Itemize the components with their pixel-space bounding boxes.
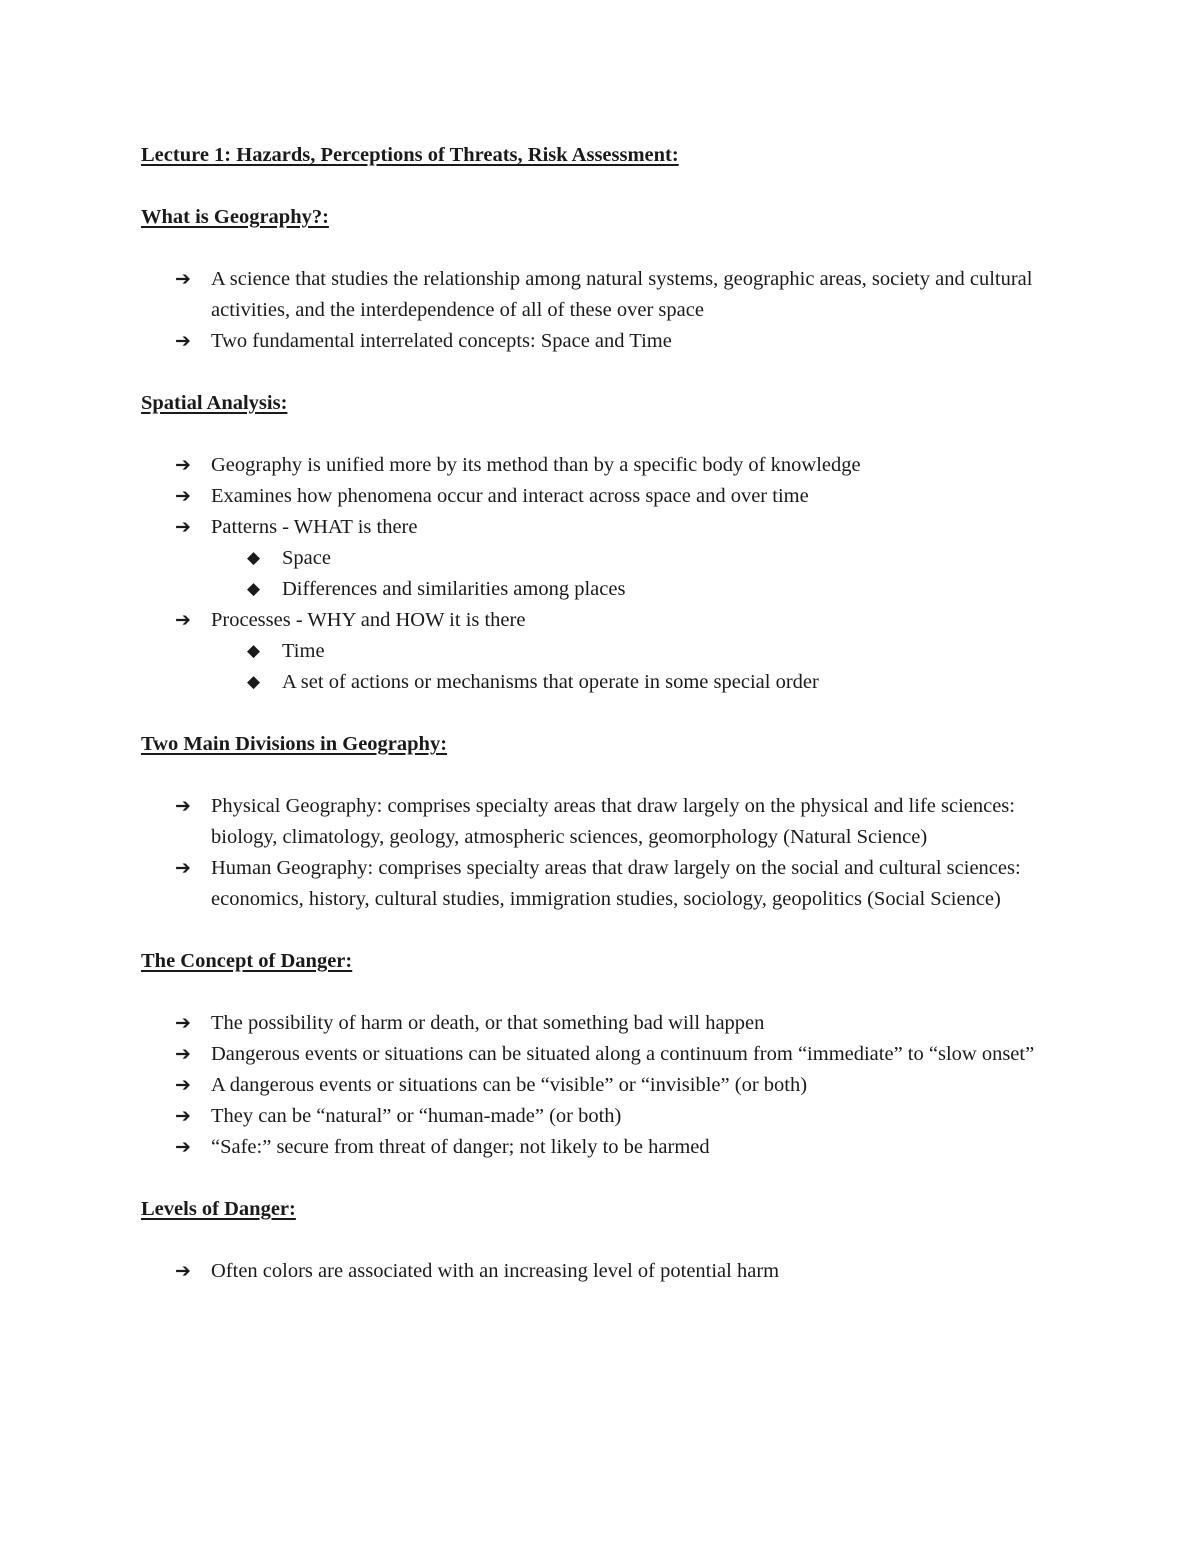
section-heading: Levels of Danger: bbox=[141, 1198, 296, 1220]
spacer bbox=[141, 419, 1071, 450]
list-item-text: A dangerous events or situations can be “visible” or “invisible” (or both) bbox=[211, 1074, 808, 1096]
list-item bbox=[141, 1101, 1071, 1132]
list-item bbox=[141, 605, 1071, 636]
bullet-list bbox=[141, 1008, 1071, 1163]
list-item-text: Patterns - WHAT is there bbox=[211, 516, 418, 538]
arrow-bullet-icon: ➔ bbox=[175, 516, 191, 538]
list-item bbox=[141, 791, 1071, 853]
list-item bbox=[141, 450, 1071, 481]
sub-list-item-text: Differences and similarities among places bbox=[282, 578, 626, 600]
list-item-text: Physical Geography: comprises specialty areas that draw largely on the physical and life sciences: biology, climatology, geology, atmospheric sciences, geomorphology (Natural Science) bbox=[211, 795, 1015, 848]
list-item-text: Often colors are associated with an increasing level of potential harm bbox=[211, 1260, 780, 1282]
arrow-bullet-icon: ➔ bbox=[175, 795, 191, 817]
sub-list-item-text: Space bbox=[282, 547, 331, 569]
bullet-list bbox=[141, 791, 1071, 915]
spacer bbox=[141, 760, 1071, 791]
spacer bbox=[141, 233, 1071, 264]
arrow-bullet-icon: ➔ bbox=[175, 485, 191, 507]
list-item bbox=[141, 1256, 1071, 1287]
sub-list-item-text: A set of actions or mechanisms that operate in some special order bbox=[282, 671, 819, 693]
sections-container bbox=[141, 171, 1071, 1287]
arrow-bullet-icon: ➔ bbox=[175, 454, 191, 476]
diamond-bullet-icon: ◆ bbox=[247, 548, 261, 568]
list-item bbox=[141, 326, 1071, 357]
list-item bbox=[141, 512, 1071, 543]
spacer bbox=[141, 357, 1071, 388]
diamond-bullet-icon: ◆ bbox=[247, 579, 261, 599]
bullet-list bbox=[141, 264, 1071, 357]
list-item-text: Examines how phenomena occur and interact across space and over time bbox=[211, 485, 809, 507]
arrow-bullet-icon: ➔ bbox=[175, 857, 191, 879]
list-item-text: Human Geography: comprises specialty areas that draw largely on the social and cultural sciences: economics, history, cultural studies, immigration studies, sociology, geopolitics (Social Science) bbox=[211, 857, 1021, 910]
list-item bbox=[141, 1132, 1071, 1163]
arrow-bullet-icon: ➔ bbox=[175, 1074, 191, 1096]
spacer bbox=[141, 977, 1071, 1008]
list-item-text: Two fundamental interrelated concepts: Space and Time bbox=[211, 330, 672, 352]
document-page bbox=[141, 140, 1071, 1287]
sub-list-item bbox=[141, 574, 1071, 605]
list-item-text: A science that studies the relationship among natural systems, geographic areas, society and cultural activities, and the interdependence of all of these over space bbox=[211, 268, 1033, 321]
arrow-bullet-icon: ➔ bbox=[175, 1136, 191, 1158]
sub-list-item-text: Time bbox=[282, 640, 325, 662]
document-title: Lecture 1: Hazards, Perceptions of Threats, Risk Assessment: bbox=[141, 144, 679, 166]
sub-list-item bbox=[141, 636, 1071, 667]
list-item-text: Dangerous events or situations can be situated along a continuum from “immediate” to “slow onset” bbox=[211, 1043, 1035, 1065]
list-item-text: They can be “natural” or “human-made” (or both) bbox=[211, 1105, 622, 1127]
spacer bbox=[141, 698, 1071, 729]
section-heading: Spatial Analysis: bbox=[141, 392, 288, 414]
list-item-text: “Safe:” secure from threat of danger; not likely to be harmed bbox=[211, 1136, 710, 1158]
arrow-bullet-icon: ➔ bbox=[175, 1012, 191, 1034]
list-item bbox=[141, 481, 1071, 512]
arrow-bullet-icon: ➔ bbox=[175, 1043, 191, 1065]
spacer bbox=[141, 915, 1071, 946]
arrow-bullet-icon: ➔ bbox=[175, 1105, 191, 1127]
list-item-text: Geography is unified more by its method than by a specific body of knowledge bbox=[211, 454, 861, 476]
sub-list-item bbox=[141, 667, 1071, 698]
diamond-bullet-icon: ◆ bbox=[247, 672, 261, 692]
diamond-bullet-icon: ◆ bbox=[247, 641, 261, 661]
spacer bbox=[141, 1163, 1071, 1194]
arrow-bullet-icon: ➔ bbox=[175, 1260, 191, 1282]
list-item-text: The possibility of harm or death, or that something bad will happen bbox=[211, 1012, 765, 1034]
list-item-text: Processes - WHY and HOW it is there bbox=[211, 609, 526, 631]
bullet-list bbox=[141, 1256, 1071, 1287]
section-heading: What is Geography?: bbox=[141, 206, 329, 228]
arrow-bullet-icon: ➔ bbox=[175, 609, 191, 631]
arrow-bullet-icon: ➔ bbox=[175, 330, 191, 352]
section-heading: The Concept of Danger: bbox=[141, 950, 353, 972]
sub-list-item bbox=[141, 543, 1071, 574]
arrow-bullet-icon: ➔ bbox=[175, 268, 191, 290]
list-item bbox=[141, 264, 1071, 326]
list-item bbox=[141, 1039, 1071, 1070]
list-item bbox=[141, 853, 1071, 915]
section-heading: Two Main Divisions in Geography: bbox=[141, 733, 448, 755]
list-item bbox=[141, 1070, 1071, 1101]
spacer bbox=[141, 1225, 1071, 1256]
bullet-list bbox=[141, 450, 1071, 698]
spacer bbox=[141, 171, 1071, 202]
list-item bbox=[141, 1008, 1071, 1039]
